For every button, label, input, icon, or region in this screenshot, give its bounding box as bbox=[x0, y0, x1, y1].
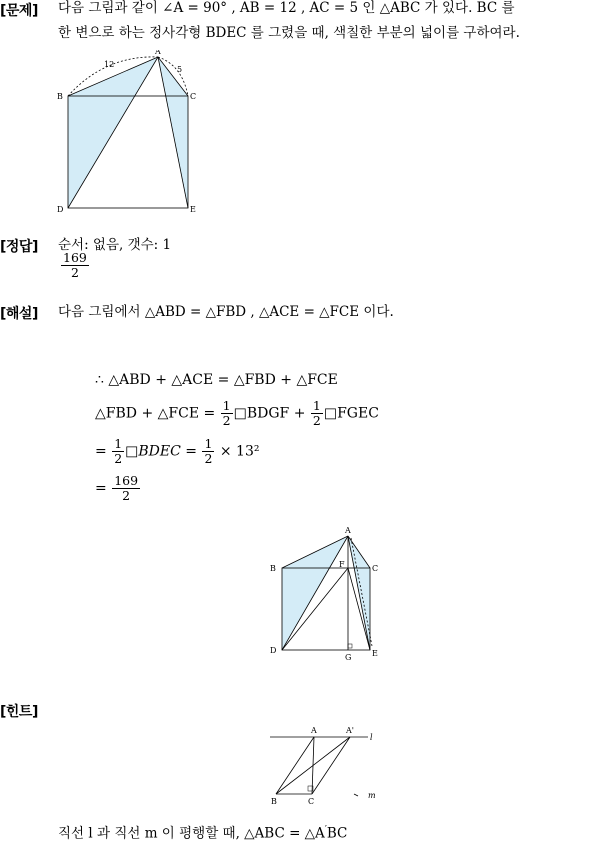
label-d: D bbox=[57, 205, 64, 214]
sol-label-g: G bbox=[345, 653, 352, 662]
sol-label-b: B bbox=[270, 564, 276, 573]
solution-figure bbox=[262, 525, 392, 665]
hint-label-c: C bbox=[308, 797, 315, 806]
solution-eq-4: = $\frac{169}{2}$ bbox=[95, 473, 139, 503]
label-a: A bbox=[155, 50, 161, 56]
sol-label-f: F bbox=[339, 560, 345, 569]
problem-line-1: 다음 그림과 같이 ∠A = 90° , $\overline{AB} = 12$ , $\overline{AC} = 5$ 인 △ABC 가 있다. $\overline{BC}$ 를 bbox=[58, 0, 515, 16]
hint-label-l: l bbox=[370, 733, 373, 742]
sol-label-d: D bbox=[270, 646, 277, 655]
hint-line: 직선 l 과 직선 m 이 평행할 때, △ABC = △A′BC bbox=[58, 825, 348, 842]
answer-fraction: $\frac{169}{2}$ bbox=[63, 250, 87, 280]
sol-label-a: A bbox=[345, 526, 351, 535]
problem-figure bbox=[50, 50, 210, 220]
solution-eq-1: ∴ △ABD + △ACE = △FBD + △FCE bbox=[95, 372, 338, 388]
label-12: 12 bbox=[104, 60, 115, 69]
hint-label-a-prime: A' bbox=[346, 726, 354, 735]
problem-tag: [문제] bbox=[0, 3, 38, 19]
label-e: E bbox=[190, 205, 196, 214]
answer-tag: [정답] bbox=[0, 239, 38, 255]
hint-label-m: m bbox=[368, 791, 376, 800]
label-5: 5 bbox=[177, 65, 183, 74]
solution-eq-3: = $\frac{1}{2}$ □BDEC = $\frac{1}{2}$ × 13² bbox=[95, 436, 260, 466]
sol-label-e: E bbox=[372, 649, 378, 658]
label-c: C bbox=[190, 92, 197, 101]
hint-label-b: B bbox=[271, 797, 277, 806]
solution-eq-2: △FBD + △FCE = $\frac{1}{2}$ □BDGF + $\frac{1}{2}$ □FGEC bbox=[95, 398, 379, 428]
hint-tag: [힌트] bbox=[0, 704, 38, 720]
solution-tag: [해설] bbox=[0, 306, 38, 322]
hint-figure bbox=[262, 722, 392, 808]
sol-label-c: C bbox=[372, 564, 379, 573]
solution-line-1: 다음 그림에서 △ABD = △FBD , △ACE = △FCE 이다. bbox=[58, 304, 394, 320]
answer-line: 순서: 없음, 갯수: 1 bbox=[58, 237, 172, 253]
hint-label-a: A bbox=[311, 726, 317, 735]
label-b: B bbox=[57, 92, 63, 101]
problem-line-2: 한 변으로 하는 정사각형 BDEC 를 그렸을 때, 색칠한 부분의 넓이를 구하여라. bbox=[58, 25, 520, 41]
